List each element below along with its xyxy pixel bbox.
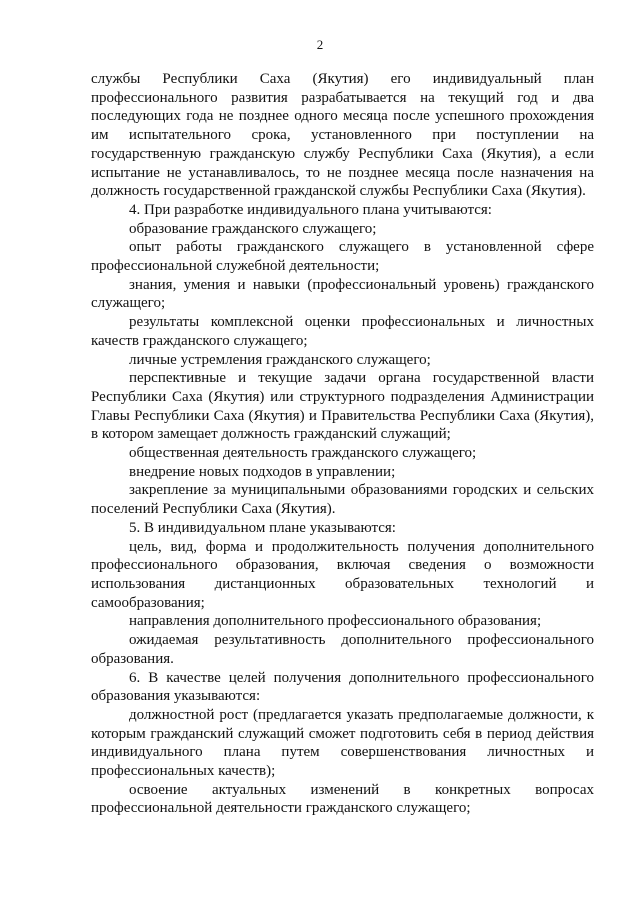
clause-6-heading: 6. В качестве целей получения дополнительного профессионального образования указываются: bbox=[91, 669, 594, 705]
list-item: ожидаемая результативность дополнительного профессионального образования. bbox=[91, 632, 594, 667]
list-item: должностной рост (предлагается указать предполагаемые должности, к которым гражданский служащий сможет подготовить себя в период действия индивидуального плана путем совершенствования личностных и профессиональных качеств); bbox=[91, 706, 594, 780]
list-item: образование гражданского служащего; bbox=[129, 220, 377, 237]
list-item: перспективные и текущие задачи органа государственной власти Республики Саха (Якутия) или структурного подразделения Администрации Главы Республики Саха (Якутия) и Правительства Республики Саха (Якутия), в котором замещает должность гражданский служащий; bbox=[91, 370, 594, 443]
list-item: освоение актуальных изменений в конкретных вопросах профессиональной деятельности гражданского служащего; bbox=[91, 781, 594, 817]
list-item: направления дополнительного профессионального образования; bbox=[129, 613, 542, 630]
list-item: закрепление за муниципальными образованиями городских и сельских поселений Республики Саха (Якутия). bbox=[91, 482, 594, 518]
page-number: 2 bbox=[316, 37, 324, 52]
list-item: цель, вид, форма и продолжительность получения дополнительного профессионального образования, включая сведения о возможности использования дистанционных образовательных технологий и самообразования; bbox=[91, 538, 594, 611]
list-item: результаты комплексной оценки профессиональных и личностных качеств гражданского служащего; bbox=[91, 314, 594, 349]
list-item: личные устремления гражданского служащего; bbox=[129, 351, 431, 368]
list-item: знания, умения и навыки (профессиональный уровень) гражданского служащего; bbox=[91, 276, 594, 312]
list-item: внедрение новых подходов в управлении; bbox=[129, 463, 396, 480]
list-item: общественная деятельность гражданского служащего; bbox=[129, 445, 477, 462]
paragraph-continuation: службы Республики Саха (Якутия) его индивидуальный план профессионального развития разрабатывается на текущий год и два последующих года не позднее одного месяца после успешного прохождения им испытательного срока, установленного при поступлении на государственную гражданскую службу Республики Саха (Якутия), а если испытание не устанавливалось, то не позднее месяца после назначения на должность государственной гражданской службы Республики Саха (Якутия). bbox=[91, 71, 594, 200]
list-item: опыт работы гражданского служащего в установленной сфере профессиональной служебной деятельности; bbox=[91, 239, 594, 275]
clause-4-heading: 4. При разработке индивидуального плана учитываются: bbox=[129, 201, 492, 218]
clause-5-heading: 5. В индивидуальном плане указываются: bbox=[129, 519, 396, 536]
document-body bbox=[91, 70, 594, 818]
